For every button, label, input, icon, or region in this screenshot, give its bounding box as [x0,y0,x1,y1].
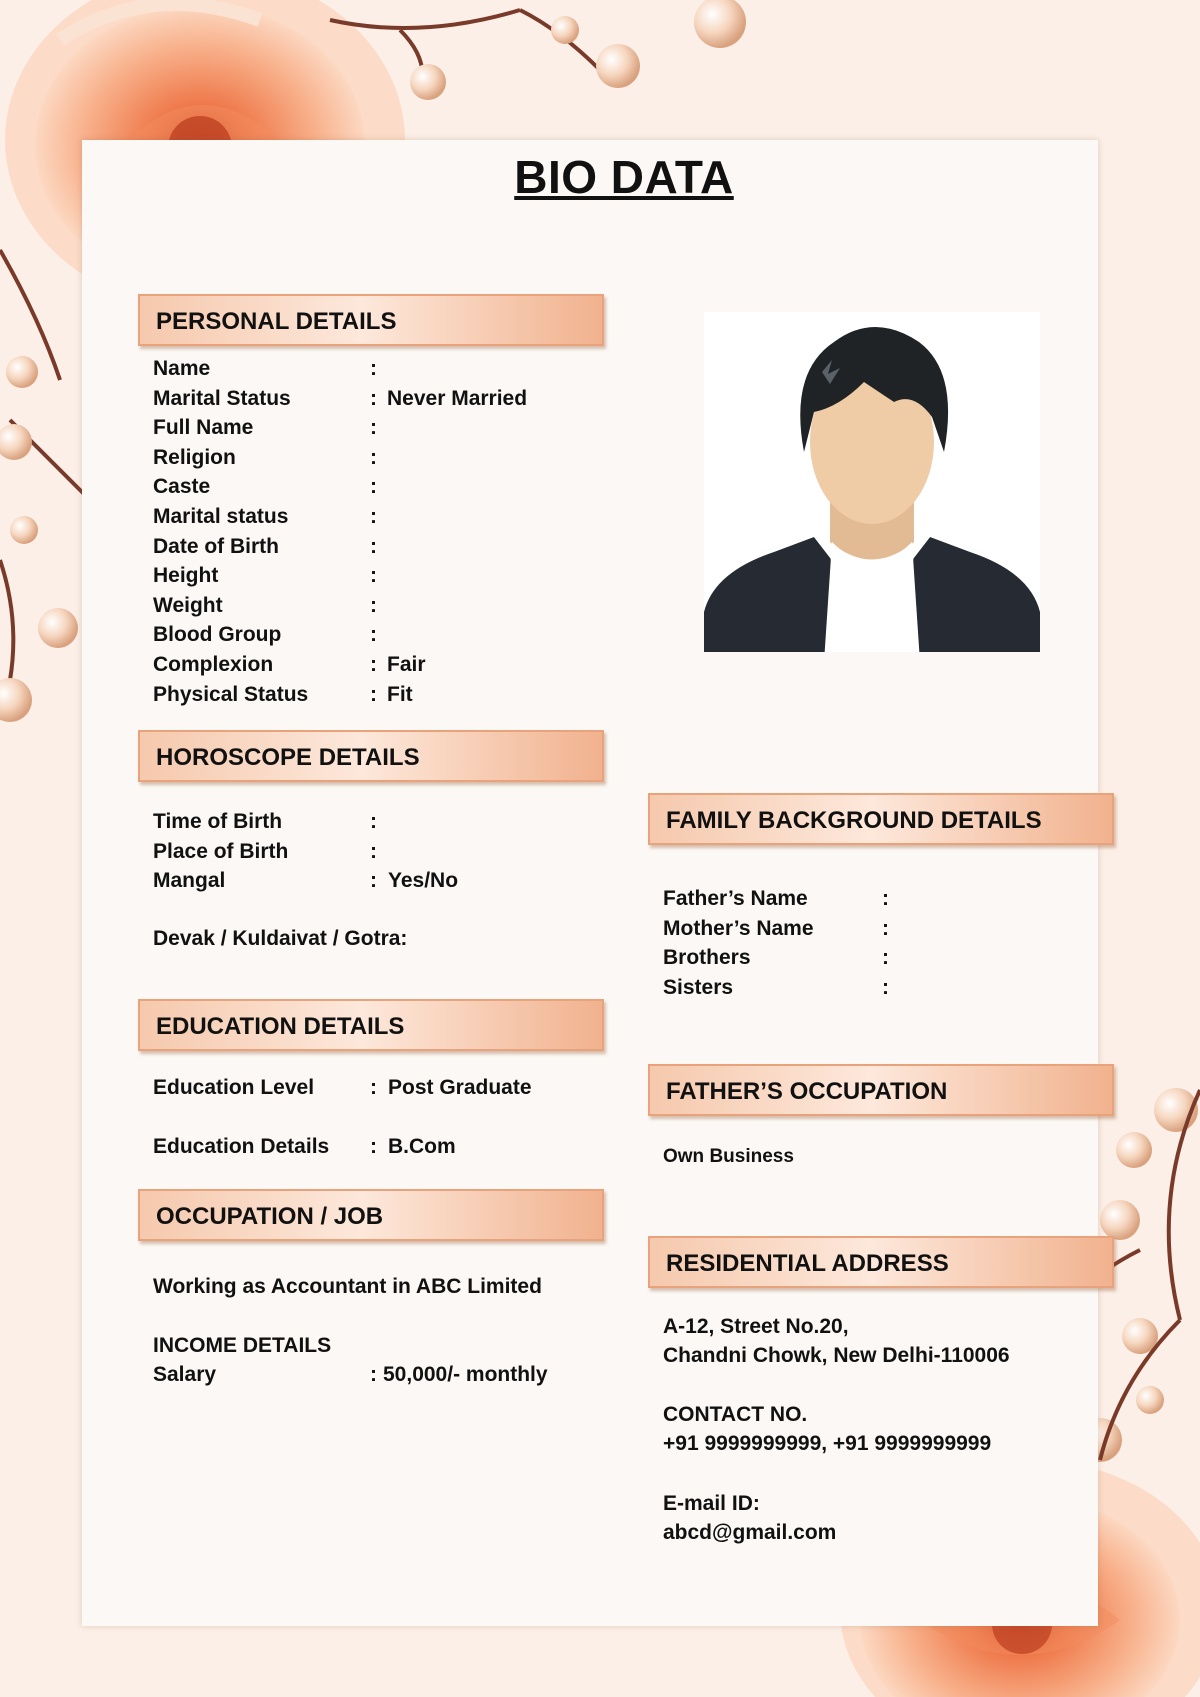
salary-value: 50,000/- monthly [383,1363,548,1386]
detail-colon: : [370,416,377,440]
salary-label: Salary [153,1363,217,1386]
detail-label: Time of Birth [153,810,283,833]
detail-colon: : [370,1076,377,1099]
detail-label: Father’s Name [663,887,808,910]
detail-colon: : [370,534,377,558]
detail-label: Name [153,357,211,380]
detail-label: Caste [153,475,211,499]
detail-colon: : [882,887,889,910]
detail-label: Date of Birth [153,534,279,558]
detail-label: Blood Group [153,623,282,647]
detail-label: Height [153,564,219,588]
address-line-1: A-12, Street No.20, [663,1315,849,1338]
detail-label: Sisters [663,975,734,999]
section-header-family: FAMILY BACKGROUND DETAILS [648,793,1114,845]
detail-colon: : [370,869,377,892]
contact-numbers: +91 9999999999, +91 9999999999 [663,1432,992,1455]
section-header-occupation: OCCUPATION / JOB [138,1189,604,1241]
detail-colon: : [370,653,377,676]
page-title: BIO DATA [514,151,734,203]
detail-label: Brothers [663,946,751,969]
detail-colon: : [370,386,377,410]
email-address: abcd@gmail.com [663,1521,837,1544]
salary-colon: : [370,1363,377,1386]
detail-colon: : [370,564,377,588]
section-header-address: RESIDENTIAL ADDRESS [648,1236,1114,1288]
detail-label: Complexion [153,653,274,676]
detail-value: Fit [387,682,413,706]
detail-label: Weight [153,593,223,617]
father-occupation-text: Own Business [663,1146,794,1167]
detail-colon: : [370,445,377,469]
detail-colon: : [370,623,377,647]
detail-value: Fair [387,653,426,676]
detail-value: Yes/No [388,869,459,892]
gotra-label: Devak / Kuldaivat / Gotra: [153,927,408,950]
profile-photo [704,312,1040,652]
occupation-text: Working as Accountant in ABC Limited [153,1275,542,1298]
detail-colon: : [370,357,377,380]
detail-label: Education Details [153,1135,330,1158]
detail-colon: : [882,946,889,969]
detail-value: Post Graduate [388,1076,532,1099]
section-header-horoscope: HOROSCOPE DETAILS [138,730,604,782]
detail-label: Religion [153,445,236,469]
detail-label: Marital status [153,505,289,528]
detail-colon: : [370,593,377,617]
section-header-personal: PERSONAL DETAILS [138,294,604,346]
detail-label: Mother’s Name [663,916,814,940]
detail-colon: : [370,1135,377,1158]
section-header-father-occupation: FATHER’S OCCUPATION [648,1064,1114,1116]
detail-value: B.Com [388,1135,456,1158]
detail-colon: : [370,839,377,863]
detail-label: Full Name [153,416,254,440]
address-line-2: Chandni Chowk, New Delhi-110006 [663,1344,1010,1367]
email-heading: E-mail ID: [663,1492,760,1515]
detail-colon: : [882,916,889,940]
detail-label: Place of Birth [153,839,289,863]
income-heading: INCOME DETAILS [153,1334,332,1357]
avatar-icon [704,312,1040,652]
detail-colon: : [370,475,377,499]
detail-value: Never Married [387,386,528,410]
detail-label: Education Level [153,1076,315,1099]
detail-colon: : [370,505,377,528]
detail-colon: : [370,810,377,833]
detail-colon: : [882,975,889,999]
detail-colon: : [370,682,377,706]
section-header-education: EDUCATION DETAILS [138,999,604,1051]
detail-label: Physical Status [153,682,309,706]
detail-label: Marital Status [153,386,291,410]
contact-heading: CONTACT NO. [663,1403,808,1426]
detail-label: Mangal [153,869,226,892]
